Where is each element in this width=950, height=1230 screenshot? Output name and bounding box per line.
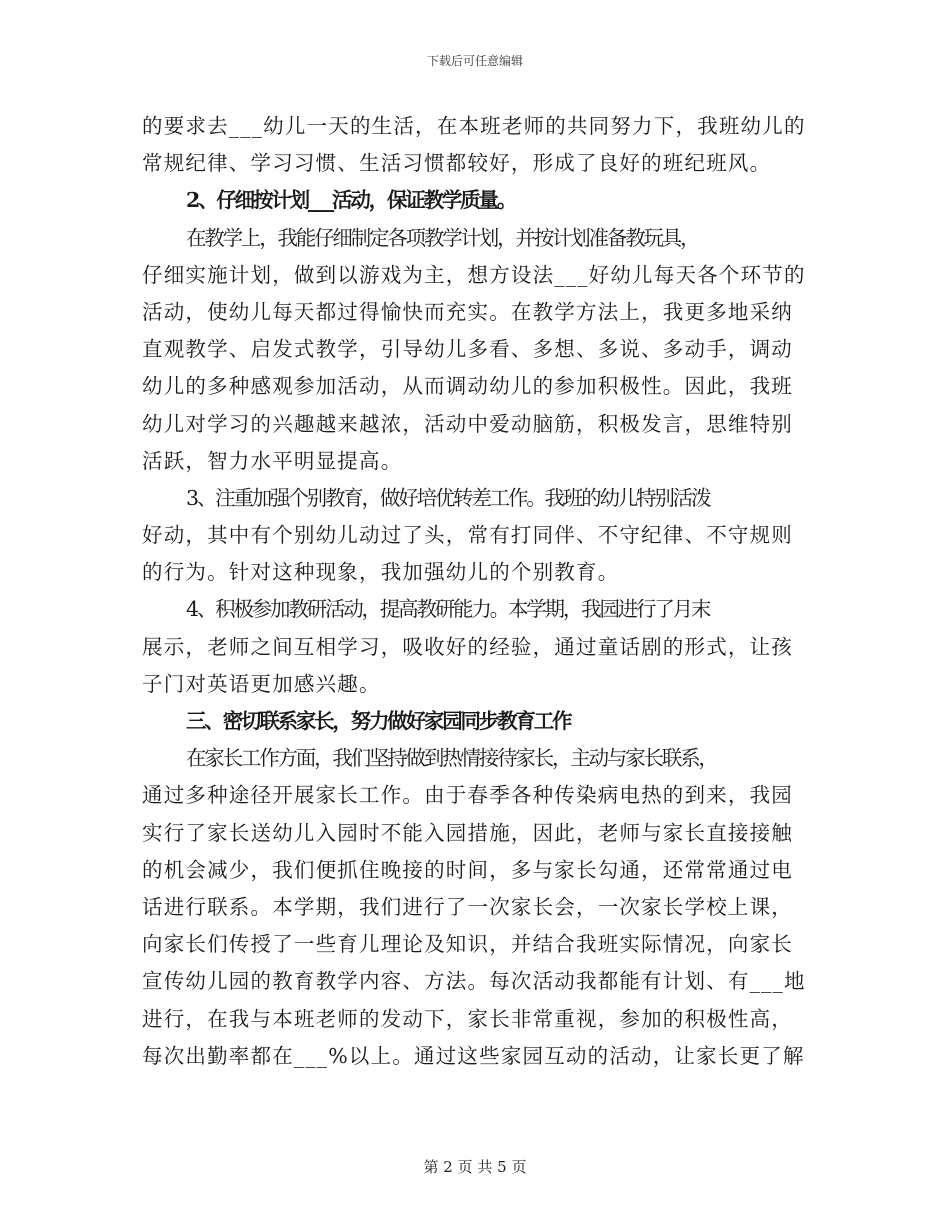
paragraph-line: 幼儿的多种感观参加活动，从而调动幼儿的参加积极性。因此，我班 bbox=[142, 374, 793, 399]
paragraph-line: 3、注重加强个别教育，做好培优转差工作。我班的幼儿特别活泼 bbox=[186, 485, 710, 510]
paragraph-line: 幼儿对学习的兴趣越来越浓，活动中爱动脑筋，积极发言，思维特别 bbox=[142, 411, 793, 436]
paragraph-line: 进行，在我与本班老师的发动下，家长非常重视，参加的积极性高， bbox=[142, 1006, 793, 1031]
paragraph-line: 直观教学、启发式教学，引导幼儿多看、多想、多说、多动手，调动 bbox=[142, 337, 793, 362]
paragraph-line: 实行了家长送幼儿入园时不能入园措施，因此，老师与家长直接接触 bbox=[142, 820, 793, 845]
paragraph-line: 展示，老师之间互相学习，吸收好的经验，通过童话剧的形式，让孩 bbox=[142, 634, 793, 659]
paragraph-line: 在家长工作方面，我们坚持做到热情接待家长，主动与家长联系， bbox=[186, 746, 717, 771]
paragraph-line: 仔细实施计划，做到以游戏为主，想方设法___好幼儿每天各个环节的 bbox=[142, 262, 806, 287]
paragraph-line: 的行为。针对这种现象，我加强幼儿的个别教育。 bbox=[142, 560, 620, 585]
paragraph-line: 在教学上，我能仔细制定各项教学计划，并按计划准备教玩具， bbox=[186, 225, 699, 250]
paragraph-line: 每次出勤率都在___%以上。通过这些家园互动的活动，让家长更了解 bbox=[142, 1043, 805, 1068]
paragraph-line: 话进行联系。本学期，我们进行了一次家长会，一次家长学校上课， bbox=[142, 894, 793, 919]
paragraph-line: 好动，其中有个别幼儿动过了头，常有打同伴、不守纪律、不守规则 bbox=[142, 523, 793, 548]
paragraph-line: 通过多种途径开展家长工作。由于春季各种传染病电热的到来，我园 bbox=[142, 783, 793, 808]
page-header: 下载后可任意编辑 bbox=[426, 54, 523, 68]
paragraph-line: 向家长们传授了一些育儿理论及知识，并结合我班实际情况，向家长 bbox=[142, 932, 793, 957]
page-footer: 第 2 页 共 5 页 bbox=[423, 1158, 527, 1176]
paragraph-line: 活动，使幼儿每天都过得愉快而充实。在教学方法上，我更多地采纳 bbox=[142, 299, 793, 324]
paragraph-line: 子门对英语更加感兴趣。 bbox=[142, 671, 381, 696]
paragraph-line: 宣传幼儿园的教育教学内容、方法。每次活动我都能有计划、有___地 bbox=[142, 969, 806, 994]
paragraph-line: 的机会减少，我们便抓住晚接的时间，多与家长勾通，还常常通过电 bbox=[142, 857, 793, 882]
section-heading-line: 2、仔细按计划___活动，保证教学质量。 bbox=[186, 188, 516, 213]
paragraph-line: 的要求去___幼儿一天的生活，在本班老师的共同努力下，我班幼儿的 bbox=[142, 114, 806, 138]
paragraph-line: 常规纪律、学习习惯、生活习惯都较好，形成了良好的班纪班风。 bbox=[142, 151, 772, 176]
paragraph-line: 活跃，智力水平明显提高。 bbox=[142, 448, 403, 473]
section-heading-line: 三、密切联系家长，努力做好家园同步教育工作 bbox=[186, 709, 571, 733]
document-body bbox=[142, 108, 810, 1075]
paragraph-line: 4、积极参加教研活动，提高教研能力。本学期，我园进行了月末 bbox=[186, 597, 710, 622]
